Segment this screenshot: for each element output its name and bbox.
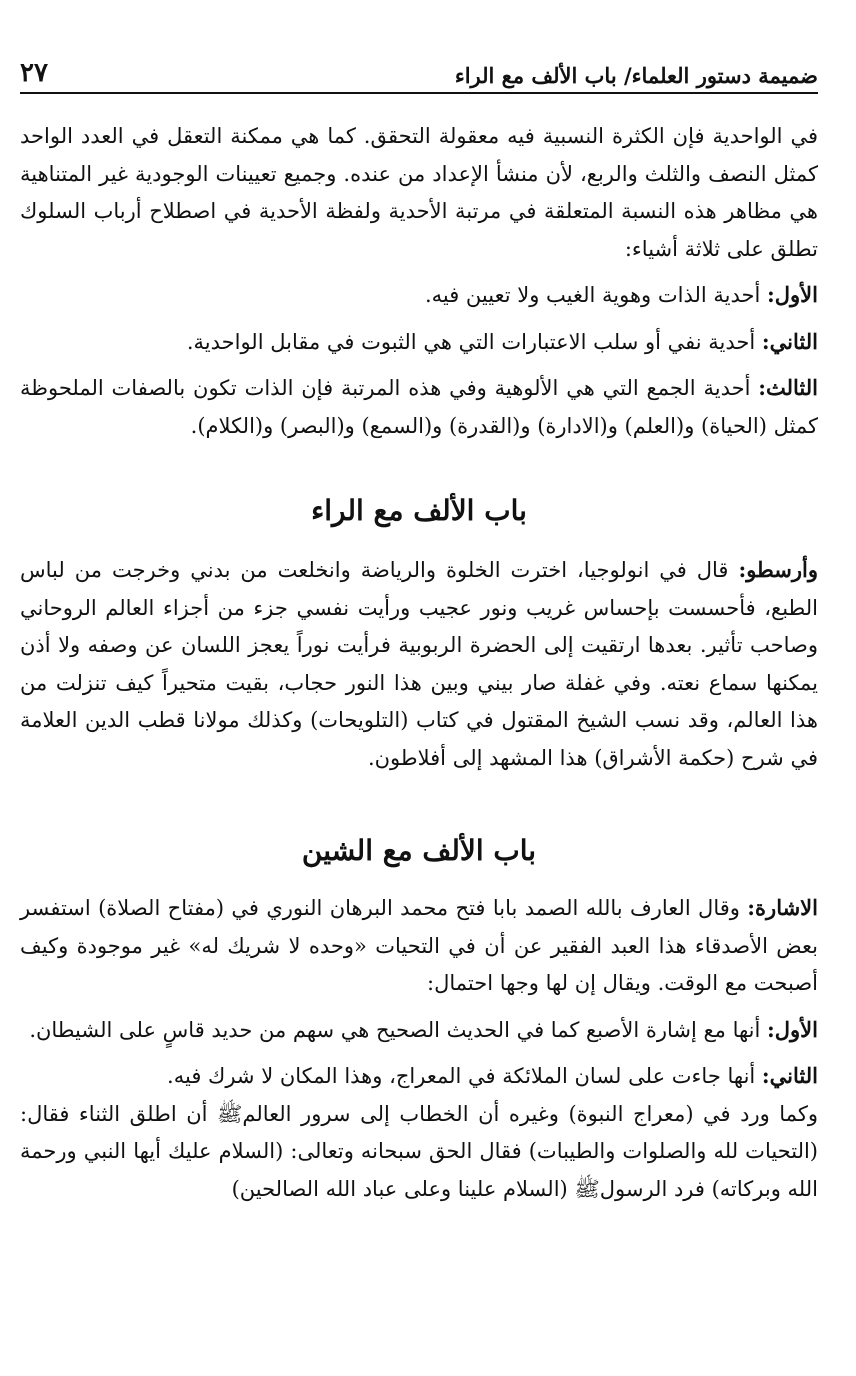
paragraph-ishara <box>20 889 818 1003</box>
first-text: أحدية الذات وهوية الغيب ولا تعيين فيه. <box>424 283 768 307</box>
ishara-first-text: أنها مع إشارة الأصبع كما في الحديث الصحيح هي سهم من حديد قاسٍ على الشيطان. <box>29 1017 768 1042</box>
paragraph-wahidiyya: في الواحدية فإن الكثرة النسبية فيه معقولة التحقق. كما هي ممكنة التعقل في العدد الواحد كمثل النصف والثلث والربع، لأن منشأ الإعداد من عنده. وجميع تعيينات الوجودية غير المتناهية هي مظاهر هذه النسبة المتعلقة في مرتبة الأحدية ولفظة الأحدية في اصطلاح أرباب السلوك تطلق على ثلاثة أشياء: <box>20 124 818 261</box>
aristotle-text: قال في انولوجيا، اخترت الخلوة والرياضة وانخلعت من بدني وخرجت من لباس الطبع، فأحسست بإحساس غريب ونور عجيب ورأيت نفسي جزء من أجزاء العالم الروحاني وصاحب تأثير. بعدها ارتقيت إلى الحضرة الربوبية فرأيت نوراً يعجز اللسان عن وصفه ولا أذن يمكنها سماع نعته. وفي غفلة صار بيني وبين هذا النور حجاب، بقيت متحيراً كيف تنزلت من هذا العالم، وقد نسب الشيخ المقتول في كتاب (التلويحات) وكذلك مولانا قطب الدين العلامة في شرح (حكمة الأشراق) هذا المشهد إلى أفلاطون. <box>20 558 818 770</box>
third-text: أحدية الجمع التي هي الألوهية وفي هذه المرتبة فإن الذات تكون بالصفات الملحوظة كمثل (الحياة) و(العلم) و(الادارة) و(القدرة) و(السمع) و(البصر) و(الكلام). <box>20 376 818 438</box>
aristotle-label: وأرسطو: <box>738 557 818 582</box>
paragraph-first-meaning <box>20 276 818 315</box>
paragraph-ishara-first <box>20 1011 818 1050</box>
paragraph-ishara-second <box>20 1057 818 1096</box>
ishara-second-text: أنها جاءت على لسان الملائكة في المعراج، وهذا المكان لا شرك فيه. <box>167 1064 762 1088</box>
paragraph-second-meaning <box>20 323 818 362</box>
second-text: أحدية نفي أو سلب الاعتبارات التي هي الثبوت في مقابل الواحدية. <box>186 329 762 354</box>
paragraph-miraj: وكما ورد في (معراج النبوة) وغيره أن الخطاب إلى سرور العالمﷺ أن اطلق الثناء فقال: (التحيات لله والصلوات والطيبات) فقال الحق سبحانه وتعالى: (السلام عليك أيها النبي ورحمة الله وبركاته) فرد الرسولﷺ (السلام علينا وعلى عباد الله الصالحين) <box>20 1101 818 1201</box>
third-label: الثالث: <box>758 375 818 400</box>
paragraph-third-meaning <box>20 369 818 445</box>
ishara-label: الاشارة: <box>747 895 818 920</box>
running-title: ضميمة دستور العلماء/ باب الألف مع الراء <box>454 63 818 88</box>
running-header <box>20 48 818 94</box>
section-heading-alif-ra: باب الألف مع الراء <box>311 494 527 527</box>
section-heading-alif-shin: باب الألف مع الشين <box>301 834 537 867</box>
ishara-text: وقال العارف بالله الصمد بابا فتح محمد البرهان النوري في (مفتاح الصلاة) استفسر بعض الأصدقاء هذا العبد الفقير عن أن في التحيات «وحده لا شريك له» غير موجودة وكيف أصبحت مع الوقت. ويقال إن لها وجها احتمال: <box>20 896 818 995</box>
second-label: الثاني: <box>761 328 818 354</box>
page-number: ٢٧ <box>20 58 48 88</box>
ishara-second-label: الثاني: <box>761 1063 818 1088</box>
paragraph-aristotle <box>20 551 818 777</box>
ishara-first-label: الأول: <box>767 1016 818 1042</box>
page-body <box>20 118 818 1208</box>
first-label: الأول: <box>767 282 818 307</box>
